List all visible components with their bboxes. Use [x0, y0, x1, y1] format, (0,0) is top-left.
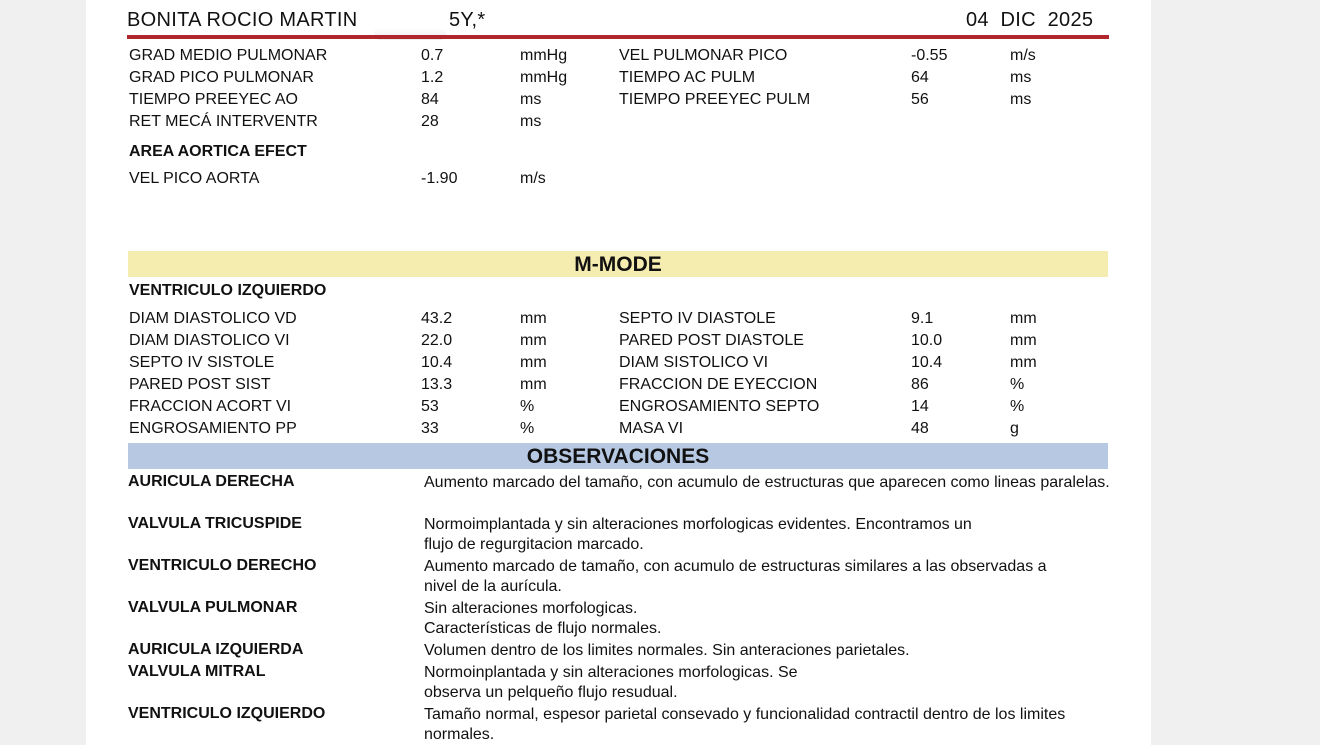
mmode-value: 53 [421, 398, 439, 415]
mmode-unit: mm [1010, 332, 1037, 349]
aortic-unit: m/s [520, 170, 546, 187]
mmode-label: FRACCION ACORT VI [129, 398, 292, 415]
mmode-value: 9.1 [911, 310, 934, 327]
observation-label: VALVULA PULMONAR [128, 599, 298, 616]
doppler-unit: ms [1010, 69, 1032, 86]
aortic-label: VEL PICO AORTA [129, 170, 260, 187]
mmode-value: 14 [911, 398, 929, 415]
observation-label: VALVULA MITRAL [128, 663, 266, 680]
observation-text: Aumento marcado del tamaño, con acumulo de estructuras que aparecen como lineas paralelas. [424, 474, 1110, 491]
doppler-value: -0.55 [911, 47, 948, 64]
mmode-value: 33 [421, 420, 439, 437]
observaciones-section-header: OBSERVACIONES [128, 443, 1108, 469]
mmode-label: DIAM SISTOLICO VI [619, 354, 769, 371]
report-date: 04 DIC 2025 [966, 9, 1094, 31]
mmode-value: 86 [911, 376, 929, 393]
doppler-unit: mmHg [520, 47, 568, 64]
mmode-unit: % [1010, 376, 1025, 393]
doppler-label: TIEMPO PREEYEC AO [129, 91, 298, 108]
patient-age: 5Y,* [449, 9, 486, 31]
mmode-label: DIAM DIASTOLICO VI [129, 332, 290, 349]
mmode-label: PARED POST DIASTOLE [619, 332, 804, 349]
mmode-unit: % [520, 420, 535, 437]
mmode-label: SEPTO IV DIASTOLE [619, 310, 776, 327]
mmode-unit: mm [520, 354, 547, 371]
doppler-value: 1.2 [421, 69, 444, 86]
mmode-unit: g [1010, 420, 1019, 437]
mmode-label: PARED POST SIST [129, 376, 271, 393]
mmode-value: 43.2 [421, 310, 453, 327]
doppler-unit: m/s [1010, 47, 1036, 64]
mmode-unit: mm [1010, 354, 1037, 371]
doppler-unit: ms [520, 91, 542, 108]
doppler-label: RET MECÁ INTERVENTR [129, 113, 318, 130]
doppler-unit: mmHg [520, 69, 568, 86]
mmode-label: MASA VI [619, 420, 684, 437]
mmode-value: 13.3 [421, 376, 453, 393]
doppler-label: TIEMPO AC PULM [619, 69, 756, 86]
doppler-label: TIEMPO PREEYEC PULM [619, 91, 811, 108]
mmode-subtitle: VENTRICULO IZQUIERDO [129, 282, 327, 299]
doppler-value: 84 [421, 91, 439, 108]
observation-label: AURICULA IZQUIERDA [128, 641, 304, 658]
observation-text: Normoimplantada y sin alteraciones morfologicas evidentes. Encontramos un flujo de regurgitacion marcado. [424, 516, 972, 553]
observation-text: Normoinplantada y sin alteraciones morfologicas. Se observa un pelqueño flujo resudual. [424, 664, 798, 701]
observation-text: Aumento marcado de tamaño, con acumulo de estructuras similares a las observadas a nivel de la aurícula. [424, 558, 1047, 595]
mmode-section-header: M-MODE [128, 251, 1108, 277]
doppler-unit: ms [1010, 91, 1032, 108]
mmode-label: ENGROSAMIENTO SEPTO [619, 398, 820, 415]
mmode-label: ENGROSAMIENTO PP [129, 420, 297, 437]
observation-label: VENTRICULO IZQUIERDO [128, 705, 326, 722]
mmode-unit: mm [520, 332, 547, 349]
aortic-value: -1.90 [421, 170, 458, 187]
mmode-value: 10.4 [911, 354, 943, 371]
doppler-label: VEL PULMONAR PICO [619, 47, 788, 64]
mmode-label: SEPTO IV SISTOLE [129, 354, 275, 371]
mmode-value: 22.0 [421, 332, 453, 349]
mmode-unit: mm [520, 376, 547, 393]
mmode-value: 10.0 [911, 332, 943, 349]
mmode-unit: mm [1010, 310, 1037, 327]
mmode-label: DIAM DIASTOLICO VD [129, 310, 297, 327]
observation-text: Volumen dentro de los limites normales. Sin anteraciones parietales. [424, 642, 910, 659]
aortic-section-title: AREA AORTICA EFECT [129, 143, 307, 160]
mmode-value: 48 [911, 420, 929, 437]
mmode-unit: % [1010, 398, 1025, 415]
doppler-value: 28 [421, 113, 439, 130]
observation-label: AURICULA DERECHA [128, 473, 295, 490]
doppler-label: GRAD MEDIO PULMONAR [129, 47, 328, 64]
mmode-value: 10.4 [421, 354, 453, 371]
doppler-value: 56 [911, 91, 929, 108]
doppler-label: GRAD PICO PULMONAR [129, 69, 314, 86]
patient-name: BONITA ROCIO MARTIN [127, 9, 358, 31]
observation-label: VALVULA TRICUSPIDE [128, 515, 302, 532]
observation-text: Tamaño normal, espesor parietal consevado y funcionalidad contractil dentro de los limites normales. [424, 706, 1066, 743]
mmode-label: FRACCION DE EYECCION [619, 376, 818, 393]
mmode-unit: mm [520, 310, 547, 327]
observation-label: VENTRICULO DERECHO [128, 557, 317, 574]
mmode-unit: % [520, 398, 535, 415]
doppler-value: 64 [911, 69, 929, 86]
doppler-value: 0.7 [421, 47, 444, 64]
header-divider [127, 35, 1109, 39]
doppler-unit: ms [520, 113, 542, 130]
observation-text: Sin alteraciones morfologicas. Características de flujo normales. [424, 600, 662, 637]
